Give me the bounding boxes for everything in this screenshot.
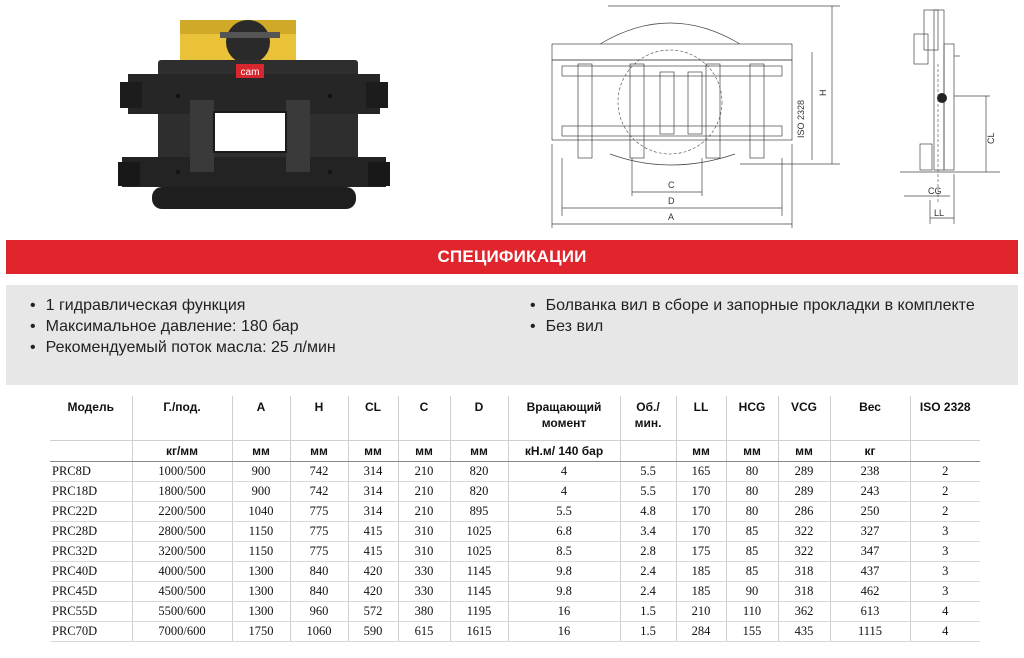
column-header: H: [290, 396, 348, 441]
table-cell: 2: [910, 462, 980, 482]
product-images: [0, 0, 1024, 240]
column-header: Модель: [50, 396, 132, 441]
column-header: C: [398, 396, 450, 441]
feature-item: • Без вил: [530, 316, 975, 337]
svg-text:D: D: [668, 196, 675, 206]
table-cell: 362: [778, 602, 830, 622]
table-cell: 210: [398, 482, 450, 502]
column-unit: [620, 441, 676, 462]
table-cell: 3: [910, 522, 980, 542]
table-cell: 8.5: [508, 542, 620, 562]
table-cell: 238: [830, 462, 910, 482]
table-cell: 3: [910, 542, 980, 562]
table-cell: 742: [290, 462, 348, 482]
table-cell: 420: [348, 562, 398, 582]
table-cell: 420: [348, 582, 398, 602]
table-row: [50, 562, 980, 582]
table-cell: 4500/500: [132, 582, 232, 602]
features-panel: [6, 285, 1018, 385]
table-cell: 415: [348, 542, 398, 562]
table-cell: 1150: [232, 542, 290, 562]
side-technical-drawing: [890, 4, 1000, 234]
table-cell: 3.4: [620, 522, 676, 542]
table-cell: 462: [830, 582, 910, 602]
model-cell: PRC45D: [50, 582, 132, 602]
model-cell: PRC8D: [50, 462, 132, 482]
table-cell: 775: [290, 542, 348, 562]
table-row: [50, 582, 980, 602]
table-cell: 175: [676, 542, 726, 562]
svg-text:H: H: [818, 89, 828, 96]
table-row: [50, 622, 980, 642]
table-row: [50, 522, 980, 542]
column-unit: кг/мм: [132, 441, 232, 462]
table-cell: 165: [676, 462, 726, 482]
table-cell: 3: [910, 582, 980, 602]
model-cell: PRC70D: [50, 622, 132, 642]
table-cell: 1145: [450, 582, 508, 602]
table-cell: 2: [910, 482, 980, 502]
table-cell: 1150: [232, 522, 290, 542]
table-cell: 310: [398, 522, 450, 542]
table-row: [50, 502, 980, 522]
table-cell: 155: [726, 622, 778, 642]
table-cell: 5.5: [620, 482, 676, 502]
column-header: CL: [348, 396, 398, 441]
table-cell: 318: [778, 562, 830, 582]
column-header: Об./ мин.: [620, 396, 676, 441]
table-cell: 4000/500: [132, 562, 232, 582]
table-cell: 1195: [450, 602, 508, 622]
table-cell: 613: [830, 602, 910, 622]
table-cell: 9.8: [508, 582, 620, 602]
banner-title: СПЕЦИФИКАЦИИ: [437, 247, 587, 266]
column-header: ISO 2328: [910, 396, 980, 441]
table-cell: 960: [290, 602, 348, 622]
table-cell: 2800/500: [132, 522, 232, 542]
table-cell: 742: [290, 482, 348, 502]
table-cell: 16: [508, 622, 620, 642]
table-cell: 415: [348, 522, 398, 542]
svg-text:LL: LL: [934, 208, 945, 218]
column-unit: кН.м/ 140 бар: [508, 441, 620, 462]
table-cell: 314: [348, 462, 398, 482]
table-cell: 2200/500: [132, 502, 232, 522]
table-cell: 5500/600: [132, 602, 232, 622]
cam-logo: cam: [240, 67, 260, 78]
table-cell: 170: [676, 482, 726, 502]
column-unit: мм: [726, 441, 778, 462]
table-cell: 437: [830, 562, 910, 582]
table-cell: 775: [290, 502, 348, 522]
table-cell: 7000/600: [132, 622, 232, 642]
table-cell: 1.5: [620, 622, 676, 642]
table-cell: 110: [726, 602, 778, 622]
table-cell: 330: [398, 562, 450, 582]
features-list-left: [30, 295, 336, 358]
svg-text:ISO 2328: ISO 2328: [796, 99, 806, 138]
column-header: VCG: [778, 396, 830, 441]
table-cell: 1145: [450, 562, 508, 582]
table-cell: 185: [676, 582, 726, 602]
table-cell: 435: [778, 622, 830, 642]
specifications-banner: [6, 240, 1018, 274]
table-cell: 2.4: [620, 582, 676, 602]
table-cell: 289: [778, 482, 830, 502]
column-header: D: [450, 396, 508, 441]
table-cell: 1060: [290, 622, 348, 642]
table-row: [50, 542, 980, 562]
table-units-row: [50, 441, 980, 462]
column-unit: мм: [450, 441, 508, 462]
table-cell: 2.4: [620, 562, 676, 582]
svg-text:C: C: [668, 180, 675, 190]
product-photo: [118, 12, 390, 220]
table-cell: 286: [778, 502, 830, 522]
table-cell: 1025: [450, 542, 508, 562]
table-cell: 330: [398, 582, 450, 602]
table-cell: 250: [830, 502, 910, 522]
table-cell: 347: [830, 542, 910, 562]
column-header: A: [232, 396, 290, 441]
table-cell: 1800/500: [132, 482, 232, 502]
table-cell: 820: [450, 482, 508, 502]
column-header: LL: [676, 396, 726, 441]
model-cell: PRC28D: [50, 522, 132, 542]
table-cell: 80: [726, 482, 778, 502]
table-cell: 615: [398, 622, 450, 642]
table-cell: 318: [778, 582, 830, 602]
table-body: [50, 462, 980, 642]
front-technical-drawing: [540, 4, 840, 229]
table-cell: 1.5: [620, 602, 676, 622]
table-cell: 170: [676, 522, 726, 542]
table-cell: 9.8: [508, 562, 620, 582]
table-cell: 210: [676, 602, 726, 622]
table-cell: 85: [726, 542, 778, 562]
table-cell: 314: [348, 482, 398, 502]
table-cell: 840: [290, 562, 348, 582]
table-cell: 6.8: [508, 522, 620, 542]
table-cell: 289: [778, 462, 830, 482]
svg-text:A: A: [668, 212, 675, 222]
column-unit: мм: [778, 441, 830, 462]
column-unit: кг: [830, 441, 910, 462]
table-cell: 4: [508, 462, 620, 482]
table-cell: 90: [726, 582, 778, 602]
column-header: Вращающий момент: [508, 396, 620, 441]
table-cell: 4: [910, 602, 980, 622]
table-cell: 322: [778, 522, 830, 542]
table-cell: 80: [726, 462, 778, 482]
table-cell: 284: [676, 622, 726, 642]
table-cell: 1615: [450, 622, 508, 642]
table-cell: 85: [726, 562, 778, 582]
table-cell: 900: [232, 482, 290, 502]
model-cell: PRC18D: [50, 482, 132, 502]
table-cell: 243: [830, 482, 910, 502]
table-row: [50, 602, 980, 622]
table-cell: 895: [450, 502, 508, 522]
table-cell: 2: [910, 502, 980, 522]
table-cell: 5.5: [508, 502, 620, 522]
model-cell: PRC22D: [50, 502, 132, 522]
feature-item: • 1 гидравлическая функция: [30, 295, 336, 316]
table-cell: 3: [910, 562, 980, 582]
column-unit: мм: [232, 441, 290, 462]
table-cell: 775: [290, 522, 348, 542]
column-unit: мм: [676, 441, 726, 462]
model-cell: PRC32D: [50, 542, 132, 562]
table-cell: 2.8: [620, 542, 676, 562]
table-cell: 1300: [232, 602, 290, 622]
table-cell: 1750: [232, 622, 290, 642]
table-cell: 85: [726, 522, 778, 542]
svg-text:CL: CL: [986, 132, 996, 144]
table-cell: 210: [398, 502, 450, 522]
column-header: Вес: [830, 396, 910, 441]
specifications-table: [50, 396, 980, 642]
table-cell: 3200/500: [132, 542, 232, 562]
table-cell: 322: [778, 542, 830, 562]
table-cell: 1300: [232, 562, 290, 582]
table-cell: 380: [398, 602, 450, 622]
table-cell: 16: [508, 602, 620, 622]
table-cell: 572: [348, 602, 398, 622]
column-header: HCG: [726, 396, 778, 441]
table-cell: 310: [398, 542, 450, 562]
table-cell: 5.5: [620, 462, 676, 482]
table-cell: 1025: [450, 522, 508, 542]
column-header: Г./под.: [132, 396, 232, 441]
features-list-right: [530, 295, 975, 337]
table-cell: 170: [676, 502, 726, 522]
table-cell: 327: [830, 522, 910, 542]
model-cell: PRC40D: [50, 562, 132, 582]
table-cell: 210: [398, 462, 450, 482]
column-unit: мм: [290, 441, 348, 462]
svg-text:CG: CG: [928, 186, 942, 196]
model-cell: PRC55D: [50, 602, 132, 622]
table-cell: 1040: [232, 502, 290, 522]
feature-item: • Рекомендуемый поток масла: 25 л/мин: [30, 337, 336, 358]
column-unit: мм: [398, 441, 450, 462]
table-cell: 80: [726, 502, 778, 522]
feature-item: • Максимальное давление: 180 бар: [30, 316, 336, 337]
table-cell: 1000/500: [132, 462, 232, 482]
feature-item: • Болванка вил в сборе и запорные прокладки в комплекте: [530, 295, 975, 316]
table-row: [50, 482, 980, 502]
table-row: [50, 462, 980, 482]
table-cell: 314: [348, 502, 398, 522]
table-cell: 4: [508, 482, 620, 502]
table-cell: 840: [290, 582, 348, 602]
column-unit: мм: [348, 441, 398, 462]
table-cell: 1300: [232, 582, 290, 602]
table-cell: 185: [676, 562, 726, 582]
table-cell: 590: [348, 622, 398, 642]
column-unit: [50, 441, 132, 462]
table-cell: 900: [232, 462, 290, 482]
table-cell: 4.8: [620, 502, 676, 522]
table-header-row: [50, 396, 980, 441]
table-cell: 4: [910, 622, 980, 642]
column-unit: [910, 441, 980, 462]
table-cell: 820: [450, 462, 508, 482]
table-cell: 1115: [830, 622, 910, 642]
